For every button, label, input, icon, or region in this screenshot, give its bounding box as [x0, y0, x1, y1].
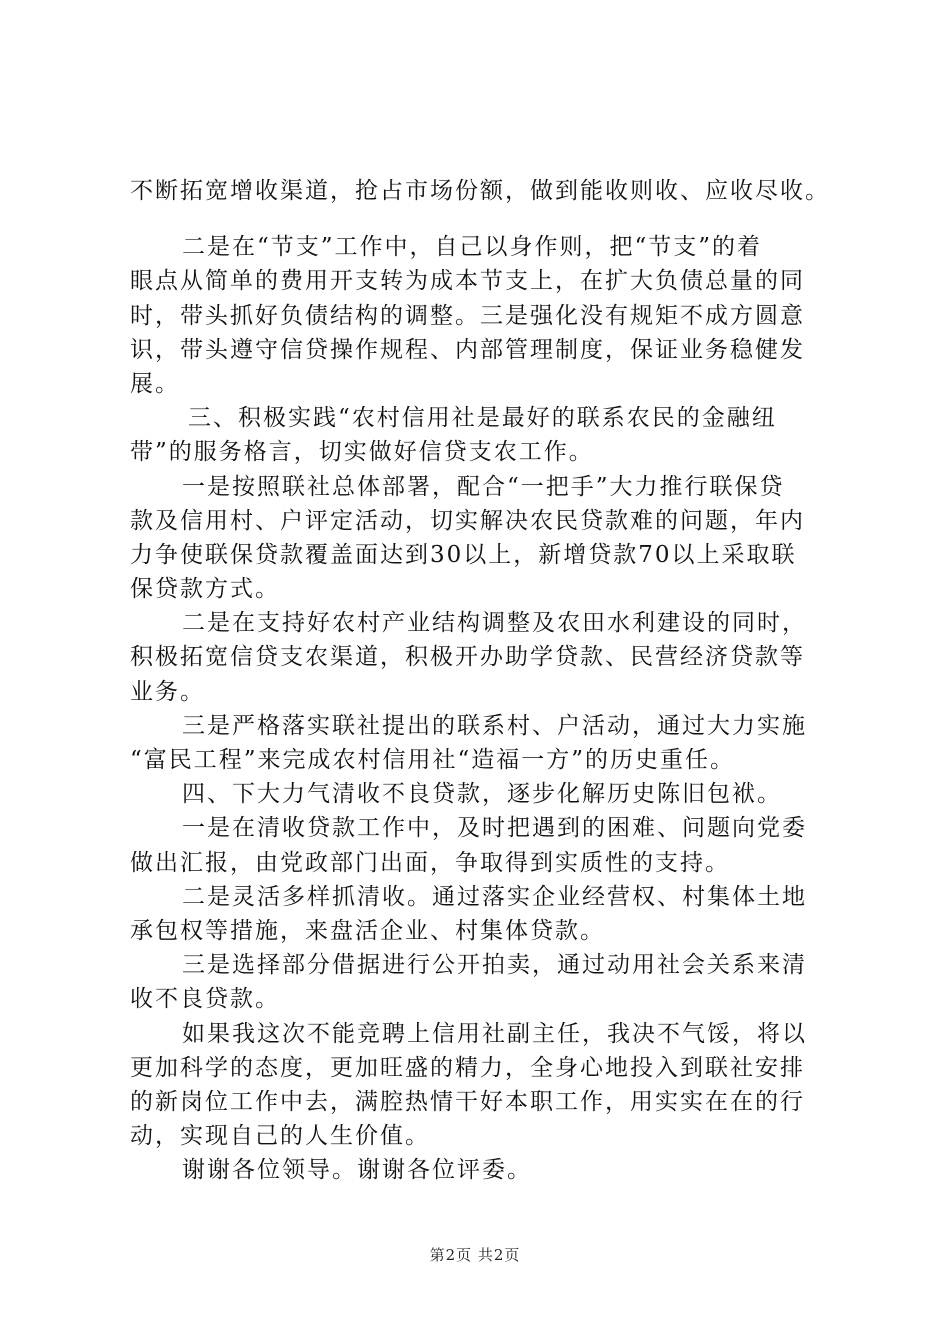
text-line: 业务。 [130, 678, 205, 705]
text-line: 三、积极实践“农村信用社是最好的联系农民的金融纽 [188, 405, 777, 432]
text-line: 力争使联保贷款覆盖面达到30以上，新增贷款70以上采取联 [130, 541, 797, 568]
text-line: 识，带头遵守信贷操作规程、内部管理制度，保证业务稳健发 [130, 336, 805, 363]
document-body [130, 174, 836, 1187]
text-line: 三是选择部分借据进行公开拍卖，通过动用社会关系来清 [182, 952, 807, 979]
text-line: 二是在支持好农村产业结构调整及农田水利建设的同时， [182, 610, 807, 637]
text-line: 款及信用村、户评定活动，切实解决农民贷款难的问题，年内 [130, 507, 805, 534]
text-line: 积极拓宽信贷支农渠道，积极开办助学贷款、民营经济贷款等 [130, 644, 805, 671]
text-line: 时，带头抓好负债结构的调整。三是强化没有规矩不成方圆意 [130, 302, 805, 329]
text-line: 保贷款方式。 [130, 576, 280, 603]
text-line: 承包权等措施，来盘活企业、村集体贷款。 [130, 917, 605, 944]
text-line: 带”的服务格言，切实做好信贷支农工作。 [130, 439, 594, 466]
text-line: 二是在“节支”工作中，自己以身作则，把“节支”的着 [182, 234, 763, 261]
text-line: “富民工程”来完成农村信用社“造福一方”的历史重任。 [130, 747, 736, 773]
text-line: 展。 [130, 370, 180, 397]
text-line: 眼点从简单的费用开支转为成本节支上，在扩大负债总量的同 [130, 268, 805, 295]
text-line: 不断拓宽增收渠道，抢占市场份额，做到能收则收、应收尽收。 [130, 178, 830, 204]
text-line: 的新岗位工作中去，满腔热情干好本职工作，用实实在在的行 [130, 1088, 805, 1115]
paragraph-gap [130, 208, 836, 230]
text-line: 动，实现自己的人生价值。 [130, 1123, 430, 1150]
text-line: 一是按照联社总体部署，配合“一把手”大力推行联保贷 [182, 473, 785, 500]
text-line: 三是严格落实联社提出的联系村、户活动，通过大力实施 [182, 712, 807, 739]
page-number-footer: 第2页 共2页 [429, 1246, 521, 1264]
text-line: 一是在清收贷款工作中，及时把遇到的困难、问题向党委 [182, 815, 807, 842]
text-line: 收不良贷款。 [130, 986, 280, 1013]
text-line: 谢谢各位领导。谢谢各位评委。 [182, 1157, 532, 1184]
text-line: 二是灵活多样抓清收。通过落实企业经营权、村集体土地 [182, 883, 807, 910]
text-line: 如果我这次不能竞聘上信用社副主任，我决不气馁，将以 [182, 1020, 807, 1047]
text-line: 更加科学的态度，更加旺盛的精力，全身心地投入到联社安排 [130, 1054, 805, 1081]
text-line: 做出汇报，由党政部门出面，争取得到实质性的支持。 [130, 849, 730, 876]
text-line: 四、下大力气清收不良贷款，逐步化解历史陈旧包袱。 [182, 781, 782, 808]
